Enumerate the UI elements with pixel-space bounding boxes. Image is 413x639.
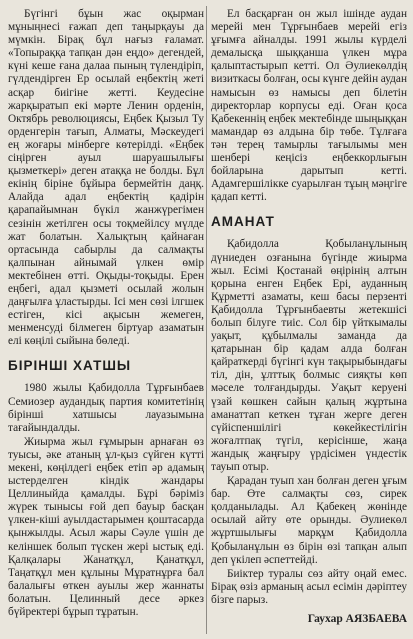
paragraph-farewell: Жиырма жыл ғұмырын арнаған өз туысы, әке атаның ұл-қыз сүйген күтті мекені, көңілдегі еңбек етіп әр адамың ыстерделген кіндік жандары Целлиныйда қамалды. Бұрі бәріміз жүрек тынысы ғой деп бауыр басқан үлкен-кіші ауылдастарымен қоштасарда қынжылды. Асыл жары Сәуле үшін де келіншек болып түскен жері ыстық еді. Қалқалары Жанатқұл, Қанатқұл, Таңатқұл мен құлыны Мұратнұрға бал балалығы өткен ауылы жер жаннаты болатын. Целинный десе әркез бүйректері бұрып тұратын. [8, 435, 204, 619]
column-divider [206, 6, 207, 634]
section-heading-first-secretary: БІРІНШІ ХАТШЫ [8, 358, 132, 374]
paragraph-intro: Бүгінгі бұын жас оқырман мұныңнесі ғажап деп таңырқауы да мүмкін. Бірақ бұл нағыз ғаламат. «Топыраққа тапқан дән еңдо» дегендей, күні кеше ғана далаа пының түлендіріп, гүлдендірген Ер осылай еңбектің жеті асқар биігіне жетті. Кеудесіне жарқыратып екі мәрте Ленин орденін, Октябрь революциясы, Еңбек Қызыл Ту орденгерін тағып, Алматы, Мәскеудегі ең жоғары мінберге көтерілді. «Еңбек сіңірген ауыл шаруашылығы қызметкері» деген атаққа не болды. Бұл екінің біріне бұйыра бермейтін даңқ. Алайда адал еңбектің қадірін қарапайымнан бүкіл жанжүрегімен сезінін жетілген осы тоқмейілсу мүлде жат болатын. Халықтың қайнаған ортасында сабырлы да салмақты қалпынан айнымай үлкен өмір мектебінен өтті. Оқыды-тоқыды. Ерен еңбегі, адал қызметі осылай жолын даңғылға ұластырды. Ісі мен сөзі ілгшек естіген, кісі ақысын жемеген, менменсуді білмеген біртуар азаматын елі көңілі сыйына бөледі. [8, 8, 204, 348]
right-column [211, 8, 407, 626]
paragraph-appointment: 1980 жылы Қабидолла Тұрғынбаев Семиозер аудандық партия комитетінің бірінші хатшысы лауазымына тағайындалды. [8, 382, 204, 434]
paragraph-duty: Биіктер туралы сөз айту оңай емес. Бірақ өзіз арманың асыл есімін дәріптеу бізге парыз. [211, 567, 407, 606]
paragraph-memory: Қабидолла Қобыланұлының дүниеден озғанына бүгінде жиырма жыл. Есімі Қостанай өңірінің алтын қорына енген Еңбек Ері, ауданның Құрметті азаматы, кеш басы перзенті Қабидолла Тұрғынбаевты жетекшісі болып білуге тиіс. Сол бір үйткымалы уақыт, құбылмалы заманда да қатарынан бір қадам алда болған қайраткерді бүгінгі күн тақырыбындағы тіл, дін, ұлттық болмыс сияқты көп мәселе толғандырды. Уақыт керуені үзай көшкен сайын қалың жұртына аманаттап кеткен тұған жерге деген сүйіспеншілігі көкейкестілігін жоғалтпақ түгіл, керісінше, жаңа жандық жаңғыру үрдісімен үндестік тауып отыр. [211, 238, 407, 473]
paragraph-khan: Қарадан туып хан болған деген ұғым бар. Өте салмақты сөз, сирек қолданылады. Ал Қабекең жөнінде осылай айту өте орынды. Әулиекөл жұртшылығы марқұм Қабидолла Қобыланұлын өз бірін өзі тапқан алып деп үкілеп әспеттейді. [211, 475, 407, 566]
left-column [8, 8, 204, 619]
paragraph-legacy: Ел басқарған он жыл ішінде аудан мерейі мен Тұрғынбаев мерейі егіз ұғымға айналды. 1991 жылы күрделі демалысқа шыққанша үлкен мұра қалыптастырып кетті. Ол Әулиекөлдің визиткасы болған, осы күнге дейін аудан намысын өз намысы деп білетін директорлар корпусы еді. Оған қоса Қабекеннің еңбек мектебінде шыңыққан мамандар өз алдына бір төбе. Тұлғаға тән терең тамырлы тағылымы мен шенбері кеңісіз еңбеккорлығын бойларына дарытып кетті. Адамгершілікке суарылған тұың мәңгіге қадап кетті. [211, 8, 407, 204]
author-signature: Гаухар АЯЗБАЕВА [307, 613, 407, 626]
section-heading-amanat: АМАНАТ [211, 214, 275, 230]
